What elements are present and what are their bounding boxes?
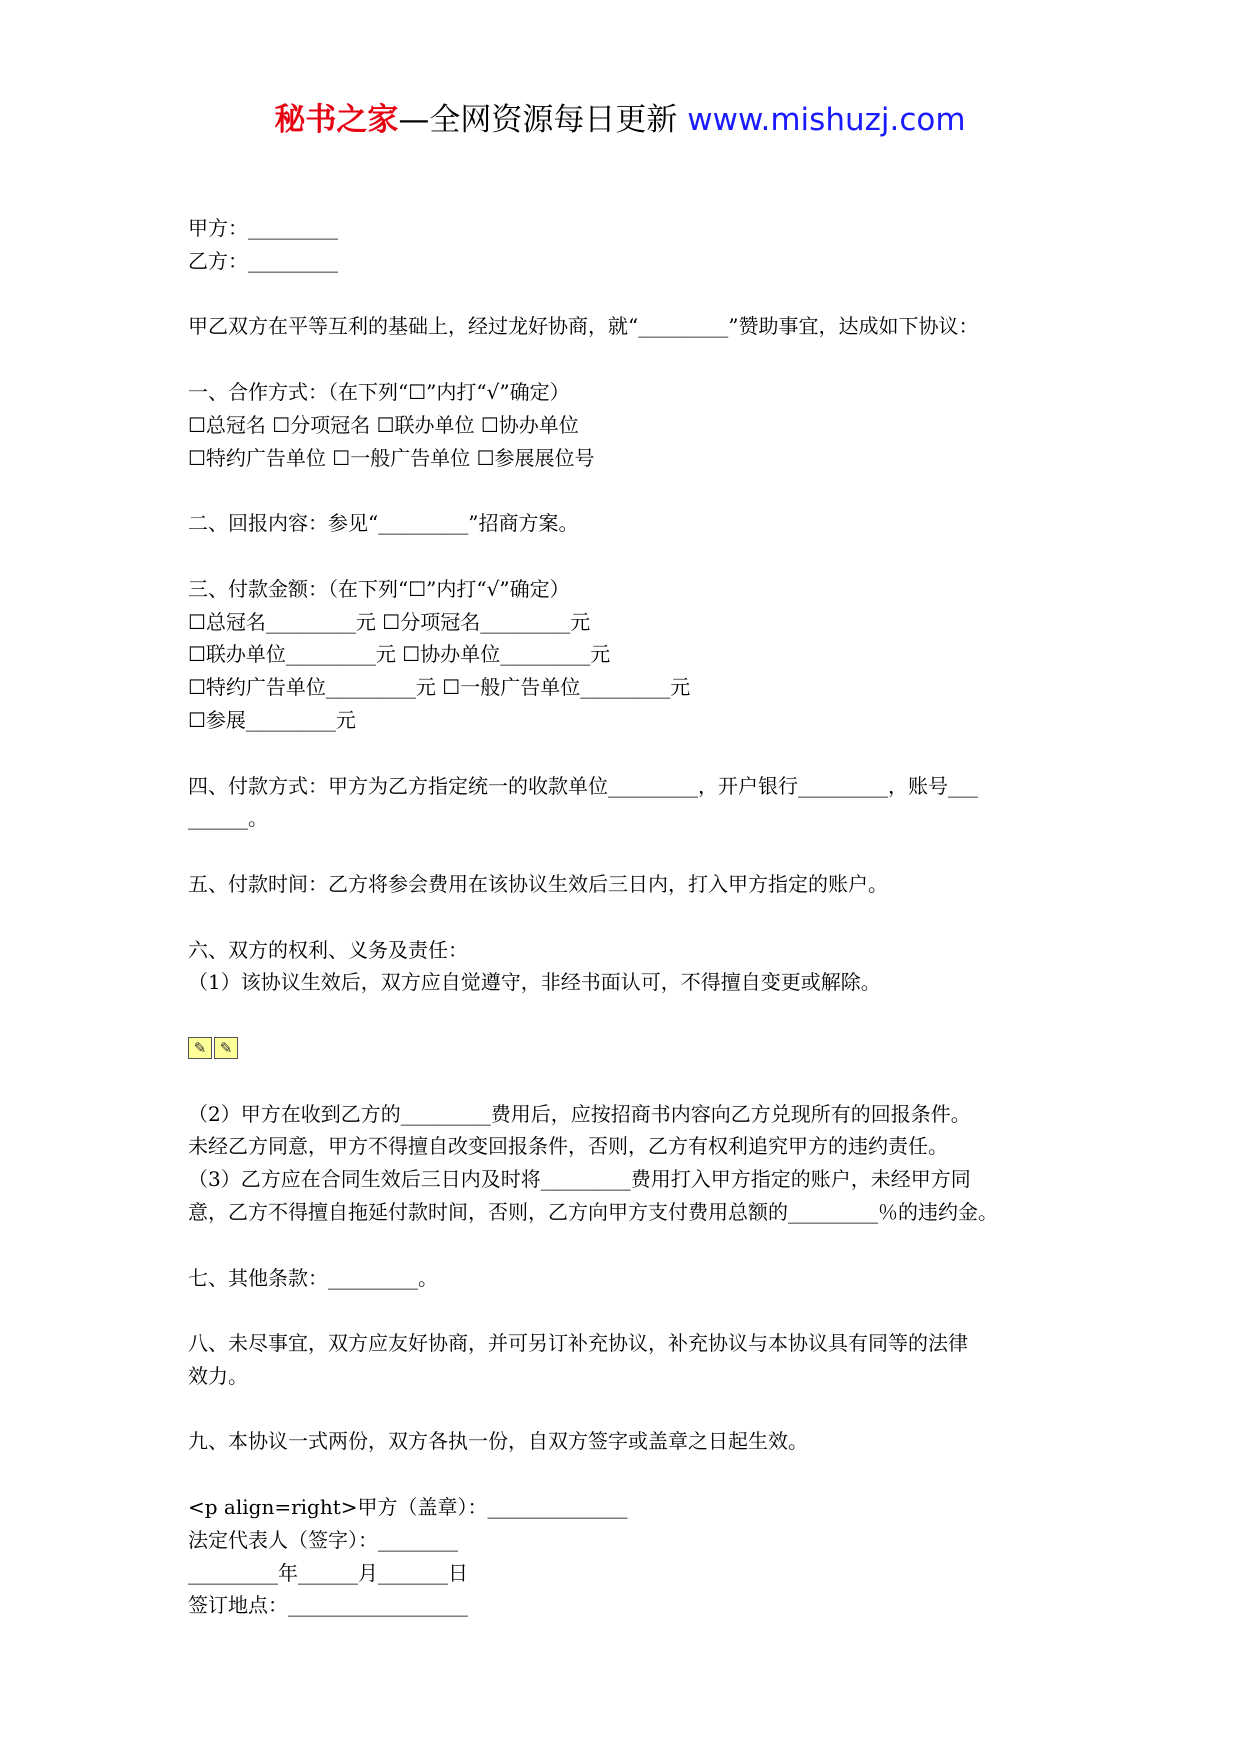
section-3-amount-1: ☐总冠名_________元 ☐分项冠名_________元 xyxy=(188,609,591,634)
section-6-item-1: （1）该协议生效后，双方应自觉遵守，非经书面认可，不得擅自变更或解除。 xyxy=(188,970,881,995)
signature-legal-rep: 法定代表人（签字）：________ xyxy=(188,1527,458,1552)
section-3-title: 三、付款金额：（在下列“☐”内打“√”确定） xyxy=(188,576,570,601)
section-5: 五、付款时间：乙方将参会费用在该协议生效后三日内，打入甲方指定的账户。 xyxy=(188,871,888,896)
brand-name: 秘书之家 xyxy=(274,102,399,138)
section-3-amount-2: ☐联办单位_________元 ☐协办单位_________元 xyxy=(188,642,611,667)
intro-paragraph: 甲乙双方在平等互利的基础上，经过龙好协商，就“_________”赞助事宜，达成如下协议： xyxy=(188,314,979,339)
section-6-item-3-line-1: （3）乙方应在合同生效后三日内及时将_________费用打入甲方指定的账户，未经甲方同 xyxy=(188,1167,971,1192)
section-1-options-2: ☐特约广告单位 ☐一般广告单位 ☐参展展位号 xyxy=(188,445,595,470)
header-slogan: —全网资源每日更新 xyxy=(398,102,678,138)
signature-party-a: <p align=right>甲方（盖章）：______________ xyxy=(188,1495,628,1520)
section-6-item-2-line-1: （2）甲方在收到乙方的_________费用后，应按招商书内容向乙方兑现所有的回报条件。 xyxy=(188,1101,971,1126)
section-4-line-1: 四、付款方式：甲方为乙方指定统一的收款单位_________，开户银行_________，账号___ xyxy=(188,773,978,798)
section-8-line-1: 八、未尽事宜，双方应友好协商，并可另订补充协议，补充协议与本协议具有同等的法律 xyxy=(188,1331,968,1356)
party-a-line: 甲方：_________ xyxy=(188,216,338,240)
signature-place: 签订地点：__________________ xyxy=(188,1593,468,1618)
site-url-link[interactable]: www.mishuzj.com xyxy=(687,102,966,138)
section-6-item-3-line-2: 意，乙方不得擅自拖延付款时间，否则，乙方向甲方支付费用总额的_________％的违约金。 xyxy=(188,1199,998,1224)
section-8-line-2: 效力。 xyxy=(188,1363,248,1388)
party-b-line: 乙方：_________ xyxy=(188,248,338,273)
signature-date: _________年______月_______日 xyxy=(188,1560,468,1585)
section-1-title: 一、合作方式：（在下列“☐”内打“√”确定） xyxy=(188,379,570,404)
section-1-options-1: ☐总冠名 ☐分项冠名 ☐联办单位 ☐协办单位 xyxy=(188,412,579,437)
site-header xyxy=(0,98,1240,142)
section-9: 九、本协议一式两份，双方各执一份，自双方签字或盖章之日起生效。 xyxy=(188,1429,808,1454)
section-2: 二、回报内容：参见“_________”招商方案。 xyxy=(188,511,579,536)
section-6-item-2-line-2: 未经乙方同意，甲方不得擅自改变回报条件，否则，乙方有权利追究甲方的违约责任。 xyxy=(188,1134,948,1159)
broken-image-icon: ✎ xyxy=(214,1037,238,1059)
section-6-title: 六、双方的权利、义务及责任： xyxy=(188,937,468,962)
section-7: 七、其他条款：_________。 xyxy=(188,1265,438,1290)
section-3-amount-3: ☐特约广告单位_________元 ☐一般广告单位_________元 xyxy=(188,675,691,700)
broken-image-icon: ✎ xyxy=(188,1037,212,1059)
section-3-amount-4: ☐参展_________元 xyxy=(188,707,356,732)
broken-image-icons xyxy=(188,1032,1068,1065)
agreement-document xyxy=(188,212,1068,1622)
section-4-line-2: ______。 xyxy=(188,806,268,831)
